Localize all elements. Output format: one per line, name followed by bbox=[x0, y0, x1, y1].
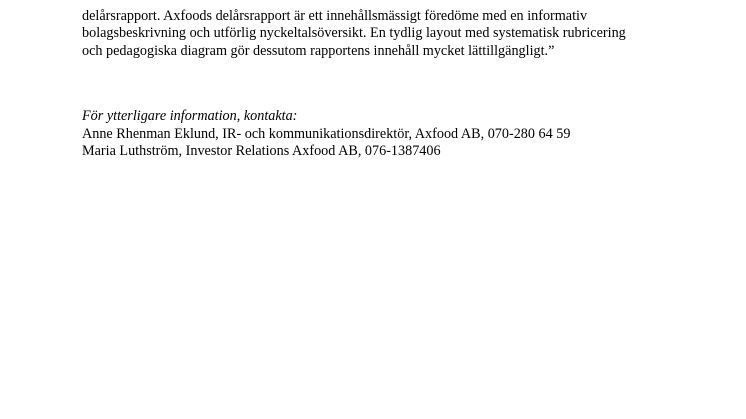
quote-line: och pedagogiska diagram gör dessutom rapportens innehåll mycket lättillgängligt.” bbox=[82, 42, 555, 59]
contact-person: Anne Rhenman Eklund, IR- och kommunikationsdirektör, Axfood AB, 070-280 64 59 bbox=[82, 125, 571, 142]
contact-heading: För ytterligare information, kontakta: bbox=[82, 108, 298, 124]
contact-person: Maria Luthström, Investor Relations Axfood AB, 076-1387406 bbox=[82, 143, 441, 159]
quote-line: delårsrapport. Axfoods delårsrapport är ett innehållsmässigt föredöme med en informativ bbox=[82, 7, 588, 24]
quote-line: bolagsbeskrivning och utförlig nyckeltalsöversikt. En tydlig layout med systematisk rubricering bbox=[82, 25, 626, 41]
quote-paragraph bbox=[82, 0, 722, 60]
contact-section bbox=[82, 108, 722, 161]
